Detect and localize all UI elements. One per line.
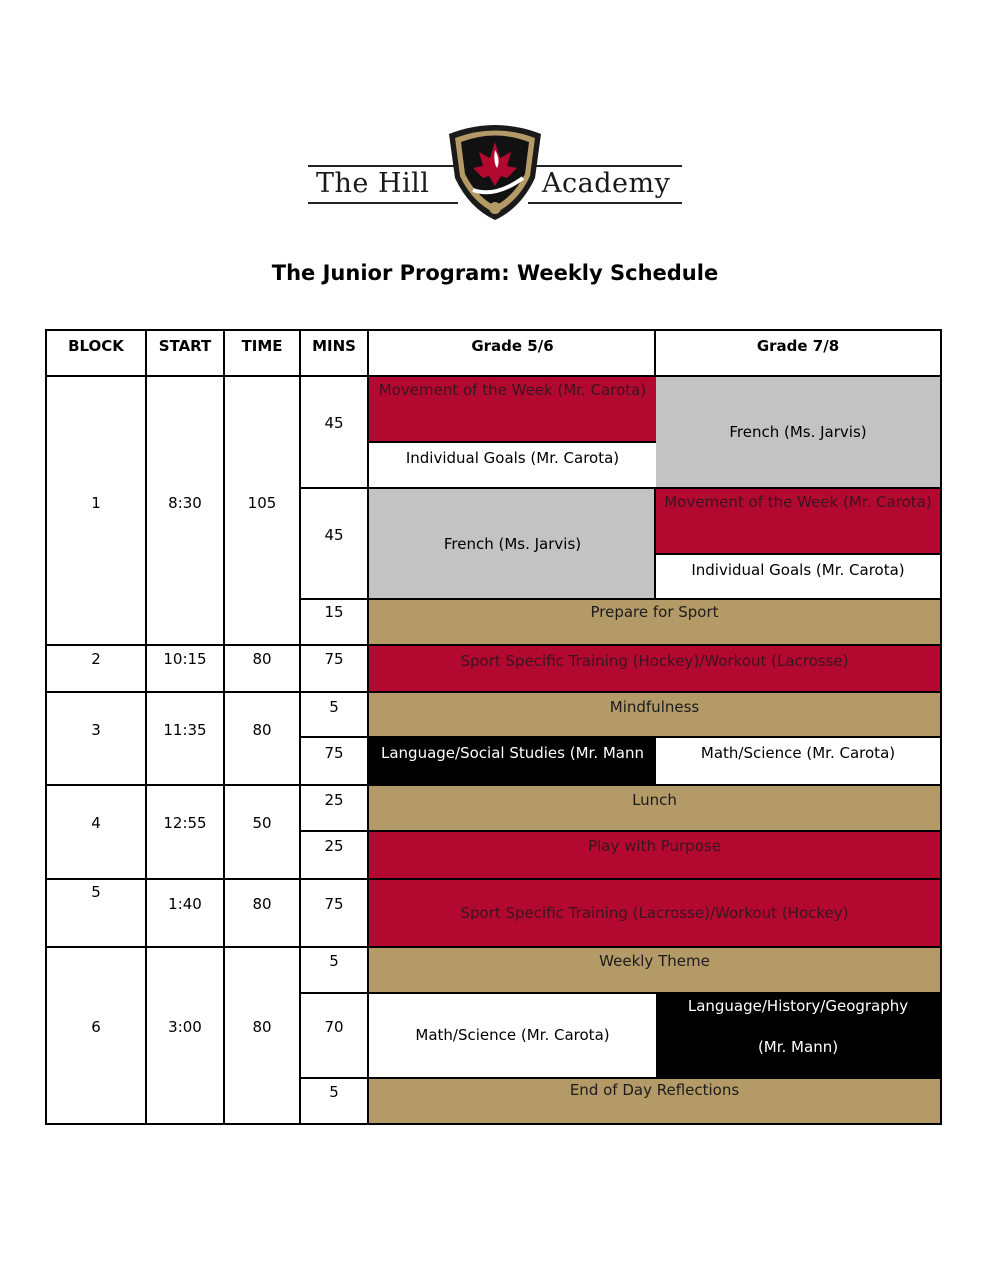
mins-cell: 25	[324, 837, 344, 855]
activity-lunch: Lunch	[369, 786, 940, 830]
grid-line	[301, 992, 940, 994]
logo-rule-top-right	[528, 165, 682, 167]
block-start-1: 8:30	[168, 494, 202, 512]
block-time-2: 80	[252, 650, 272, 668]
column-header-time: TIME	[241, 337, 283, 355]
column-header-grade56: Grade 5/6	[471, 337, 554, 355]
column-header-start: START	[158, 337, 212, 355]
column-header-mins: MINS	[312, 337, 356, 355]
block-start-3: 11:35	[163, 721, 207, 739]
block-start-6: 3:00	[168, 1018, 202, 1036]
activity-movement-grade78: Movement of the Week (Mr. Carota)	[656, 489, 940, 555]
grid-line	[654, 487, 656, 600]
grid-line	[47, 784, 940, 786]
mins-cell: 75	[324, 744, 344, 762]
column-header-grade78: Grade 7/8	[756, 337, 840, 355]
activity-sport-hockey: Sport Specific Training (Hockey)/Workout (Lacrosse)	[369, 646, 940, 691]
activity-goals-grade56: Individual Goals (Mr. Carota)	[369, 443, 656, 487]
mins-cell: 5	[329, 1083, 339, 1101]
block-time-3: 80	[252, 721, 272, 739]
block-number-2: 2	[91, 650, 101, 668]
logo-rule-top-left	[308, 165, 458, 167]
activity-end-of-day-reflections: End of Day Reflections	[369, 1077, 940, 1123]
block-start-4: 12:55	[163, 814, 207, 832]
logo-word-left: The Hill	[316, 168, 430, 199]
mins-cell: 25	[324, 791, 344, 809]
grid-line	[654, 331, 656, 377]
block-start-5: 1:40	[168, 895, 202, 913]
activity-math-science-grade56-label: Math/Science (Mr. Carota)	[415, 1025, 610, 1044]
mins-cell: 5	[329, 952, 339, 970]
logo-rule-bottom-left	[308, 202, 458, 204]
mins-cell: 5	[329, 698, 339, 716]
block-number-4: 4	[91, 814, 101, 832]
grid-line	[656, 553, 940, 555]
activity-weekly-theme: Weekly Theme	[369, 948, 940, 992]
mins-cell: 15	[324, 603, 344, 621]
activity-language-social-studies: Language/Social Studies (Mr. Mann	[369, 738, 656, 784]
page-title: The Junior Program: Weekly Schedule	[271, 261, 719, 285]
block-number-5: 5	[91, 883, 101, 901]
activity-language-history-geography	[656, 992, 940, 1077]
activity-sport-lacrosse: Sport Specific Training (Lacrosse)/Workout (Hockey)	[369, 880, 940, 946]
grid-line	[299, 331, 301, 1123]
activity-french-grade78: French (Ms. Jarvis)	[656, 377, 940, 487]
grid-line	[367, 331, 369, 1123]
grid-line	[47, 375, 940, 377]
logo-word-right: Academy	[542, 168, 671, 199]
logo-rule-bottom-right	[528, 202, 682, 204]
activity-language-history-line1: Language/History/Geography	[687, 997, 909, 1015]
grid-line	[47, 644, 940, 646]
mins-cell: 45	[324, 414, 344, 432]
shield-crest-icon	[443, 120, 547, 224]
block-time-6: 80	[252, 1018, 272, 1036]
grid-line	[301, 830, 940, 832]
activity-math-science-grade78: Math/Science (Mr. Carota)	[656, 738, 940, 784]
block-number-1: 1	[91, 494, 101, 512]
activity-movement-grade56: Movement of the Week (Mr. Carota)	[369, 377, 656, 443]
block-number-6: 6	[91, 1018, 101, 1036]
block-time-4: 50	[252, 814, 272, 832]
block-time-1: 105	[247, 494, 277, 512]
grid-line	[301, 598, 940, 600]
activity-language-history-line2: (Mr. Mann)	[757, 1038, 839, 1056]
block-time-5: 80	[252, 895, 272, 913]
activity-prepare-for-sport: Prepare for Sport	[369, 600, 940, 644]
activity-french-grade56: French (Ms. Jarvis)	[369, 489, 656, 598]
activity-goals-grade78: Individual Goals (Mr. Carota)	[656, 555, 940, 598]
activity-mindfulness: Mindfulness	[369, 693, 940, 738]
activity-play-with-purpose: Play with Purpose	[369, 832, 940, 878]
grid-line	[301, 736, 940, 738]
column-header-block: BLOCK	[68, 337, 124, 355]
activity-math-science-grade56	[369, 992, 656, 1077]
school-logo	[300, 118, 690, 228]
grid-line	[223, 331, 225, 1123]
grid-line	[47, 691, 940, 693]
mins-cell: 75	[324, 895, 344, 913]
grid-line	[47, 878, 940, 880]
mins-cell: 45	[324, 526, 344, 544]
grid-line	[301, 487, 940, 489]
schedule-table	[45, 329, 942, 1125]
mins-cell: 70	[324, 1018, 344, 1036]
grid-line	[145, 331, 147, 1123]
grid-line	[369, 441, 656, 443]
block-number-3: 3	[91, 721, 101, 739]
grid-line	[47, 946, 940, 948]
mins-cell: 75	[324, 650, 344, 668]
grid-line	[301, 1077, 940, 1079]
block-start-2: 10:15	[163, 650, 207, 668]
